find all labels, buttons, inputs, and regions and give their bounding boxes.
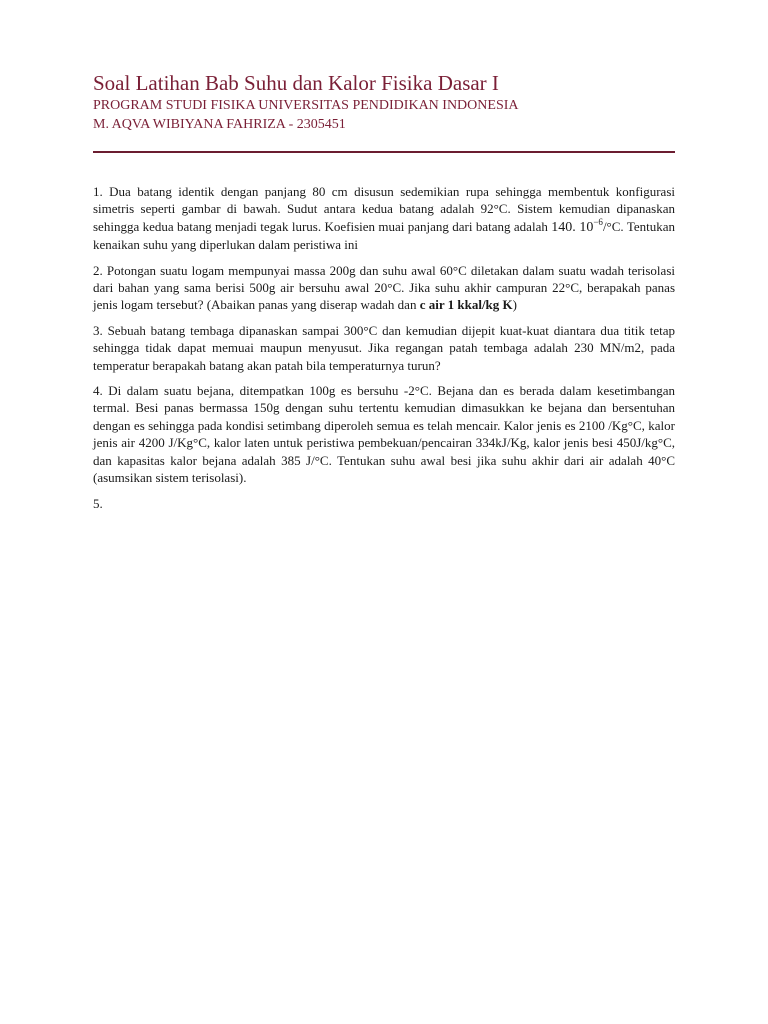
header-divider [93,151,675,153]
program-name: PROGRAM STUDI FISIKA UNIVERSITAS PENDIDIKAN INDONESIA [93,98,519,113]
question-5: 5. [93,495,103,511]
question-1-text-before: 1. Dua batang identik dengan panjang 80 cm disusun sedemikian rupa sehingga membentuk konfigurasi simetris seperti gambar di bawah. Sudut antara kedua batang adalah 92°C. Sistem kemudian dipanaskan sehingga kedua batang menjadi tegak lurus. Koefisien muai panjang dari batang adalah [93,184,675,234]
question-list [93,183,675,512]
question-1 [93,183,675,254]
question-2-text-before: 2. Potongan suatu logam mempunyai massa 200g dan suhu awal 60°C diletakan dalam suatu wadah terisolasi dari bahan yang sama berisi 500g air bersuhu awal 20°C. Jika suhu akhir campuran 22°C, berapakah panas jenis logam tersebut? (Abaikan panas yang diserap wadah dan [93,262,675,313]
question-1-text-after: /°C. Tentukan kenaikan suhu yang diperlukan dalam peristiwa ini [93,218,675,253]
document-page [93,70,675,520]
document-title: Soal Latihan Bab Suhu dan Kalor Fisika Dasar I [93,71,499,95]
question-4: 4. Di dalam suatu bejana, ditempatkan 100g es bersuhu -2°C. Bejana dan es berada dalam kesetimbangan termal. Besi panas bermassa 150g dengan suhu tertentu kemudian dimasukkan ke bejana dan bersentuhan dengan es sehingga pada kondisi setimbang diperoleh semua es telah mencair. Kalor jenis es 2100 /Kg°C, kalor jenis air 4200 J/Kg°C, kalor laten untuk peristiwa pembekuan/pencairan 334kJ/Kg, kalor jenis besi 450J/kg°C, dan kapasitas kalor bejana adalah 385 J/°C. Tentukan suhu awal besi jika suhu akhir dari air adalah 40°C (asumsikan sistem terisolasi). [93,383,675,486]
question-3: 3. Sebuah batang tembaga dipanaskan sampai 300°C dan kemudian dijepit kuat-kuat diantara dua titik tetap sehingga tidak dapat memuai maupun menyusut. Jika regangan patah tembaga adalah 230 MN/m2, pada temperatur berapakah batang akan patah bila temperaturnya turun? [93,322,675,373]
question-2-bold-note: c air 1 kkal/kg K [419,297,513,313]
question-1-coefficient-exponent: −6 [593,216,603,227]
author-line: M. AQVA WIBIYANA FAHRIZA - 2305451 [93,117,346,132]
question-2-text-after: ) [512,297,517,313]
question-1-coefficient [551,216,603,235]
question-1-coefficient-base: 140. 10 [551,219,594,235]
question-2 [93,262,675,314]
